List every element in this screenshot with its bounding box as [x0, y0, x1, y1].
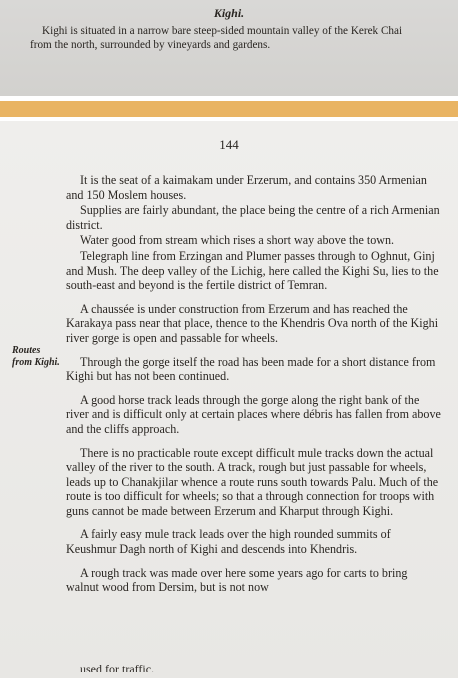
- paragraph: Telegraph line from Erzingan and Plumer passes through to Oghnut, Ginj and Mush. The deep valley of the Lichig, here called the Kighi Su, lies to the south-east and beyond is the fertile district of Temran.: [66, 248, 439, 293]
- paragraph: A fairly easy mule track leads over the high rounded summits of Keushmur Dagh north of Kighi and descends into Khendris.: [66, 527, 391, 557]
- divider-bar: [0, 101, 458, 117]
- snippet-text: Kighi is situated in a narrow bare steep-sided mountain valley of the Kerek Chai from the north, surrounded by vineyards and gardens.: [30, 25, 403, 51]
- paragraph: A chaussée is under construction from Erzerum and has reached the Karakaya pass near that place, thence to the Khendris Ova north of the Kighi river gorge is open and passable for wheels.: [66, 301, 439, 345]
- paragraph: Water good from stream which rises a short way above the town.: [80, 233, 395, 248]
- paragraph: It is the seat of a kaimakam under Erzerum, and contains 350 Armenian and 150 Moslem houses.: [66, 173, 427, 202]
- paragraph: Through the gorge itself the road has been made for a short distance from Kighi but has not been continued.: [66, 354, 436, 384]
- paragraph: A good horse track leads through the gorge along the right bank of the river and is difficult only at certain places where débris has fallen from above and the cliffs approach.: [66, 392, 441, 436]
- paragraph: There is no practicable route except difficult mule tracks down the actual valley of the river to the south. A track, rough but just passable for wheels, leads up to Chanakjilar whence a route runs south towards Palu. Much of the route is too difficult for wheels; so that a through connection for troops with guns cannot be made between Erzerum and Kharput through Kighi.: [66, 445, 439, 518]
- margin-note: Routes from Kighi.: [12, 345, 60, 368]
- book-page: [0, 121, 458, 678]
- page-body: [66, 173, 442, 595]
- paragraph: Supplies are fairly abundant, the place being the centre of a rich Armenian district.: [66, 203, 440, 232]
- snippet-panel: [0, 0, 458, 96]
- page-number: 144: [219, 137, 239, 152]
- snippet-title: Kighi.: [213, 6, 245, 20]
- partially-visible-line: used for traffic.: [80, 662, 155, 672]
- paragraph: A rough track was made over here some years ago for carts to bring walnut wood from Dersim, but is not now: [66, 565, 408, 595]
